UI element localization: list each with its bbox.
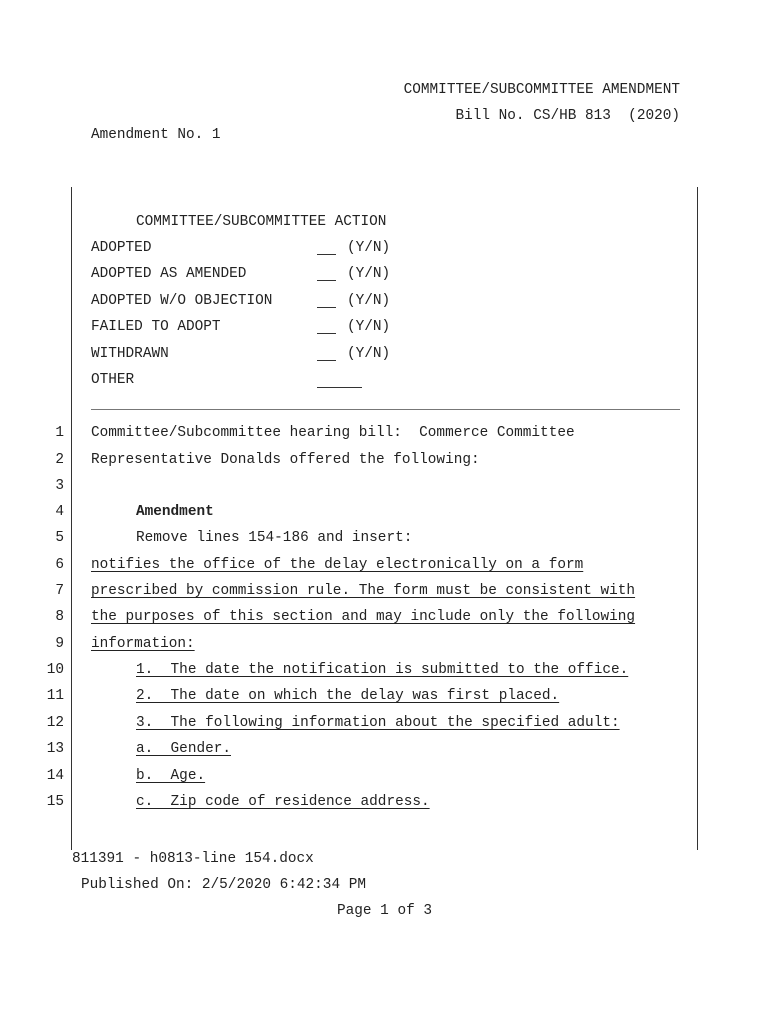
action-blank: [317, 360, 336, 361]
action-blank: [317, 280, 336, 281]
line-number: 1: [55, 425, 64, 441]
action-blank: [317, 307, 336, 308]
bill-number: Bill No. CS/HB 813 (2020): [455, 108, 680, 124]
line-text: Remove lines 154-186 and insert:: [136, 530, 413, 546]
line-number: 13: [46, 741, 64, 757]
line-number: 9: [55, 636, 64, 652]
line-text: Committee/Subcommittee hearing bill: Commerce Committee: [91, 425, 575, 441]
inserted-text: information:: [91, 636, 195, 652]
line-number: 8: [55, 609, 64, 625]
line-number: 5: [55, 530, 64, 546]
inserted-text: a. Gender.: [136, 741, 231, 757]
action-row-mark: (Y/N): [347, 240, 391, 256]
action-row-label: ADOPTED: [91, 240, 152, 256]
inserted-text: the purposes of this section and may include only the following: [91, 609, 636, 625]
inserted-text: 2. The date on which the delay was first placed.: [136, 688, 560, 704]
left-margin-rule: [71, 187, 72, 850]
amendment-number: Amendment No. 1: [91, 127, 221, 143]
line-number: 14: [46, 768, 64, 784]
action-row-label: WITHDRAWN: [91, 346, 169, 362]
action-blank: [317, 387, 362, 388]
footer-published: Published On: 2/5/2020 6:42:34 PM: [81, 877, 366, 893]
line-number: 2: [55, 452, 64, 468]
action-blank: [317, 254, 336, 255]
inserted-text: 1. The date the notification is submitted to the office.: [136, 662, 629, 678]
page-number: Page 1 of 3: [337, 903, 432, 919]
line-number: 11: [46, 688, 64, 704]
inserted-text: c. Zip code of residence address.: [136, 794, 430, 810]
line-number: 4: [55, 504, 64, 520]
amendment-heading: Amendment: [136, 504, 214, 520]
action-row-mark: (Y/N): [347, 319, 391, 335]
action-blank: [317, 333, 336, 334]
line-number: 6: [55, 557, 64, 573]
footer-file-name: 811391 - h0813-line 154.docx: [72, 851, 314, 867]
line-number: 15: [46, 794, 64, 810]
line-number: 10: [46, 662, 64, 678]
inserted-text: prescribed by commission rule. The form must be consistent with: [91, 583, 636, 599]
line-number: 7: [55, 583, 64, 599]
action-row-label: ADOPTED AS AMENDED: [91, 266, 247, 282]
inserted-text: 3. The following information about the specified adult:: [136, 715, 620, 731]
action-row-mark: (Y/N): [347, 346, 391, 362]
section-divider: [91, 409, 680, 410]
line-number: 12: [46, 715, 64, 731]
action-row-mark: (Y/N): [347, 266, 391, 282]
right-margin-rule: [697, 187, 698, 850]
action-row-label: FAILED TO ADOPT: [91, 319, 221, 335]
action-heading: COMMITTEE/SUBCOMMITTEE ACTION: [136, 214, 387, 230]
action-row-mark: (Y/N): [347, 293, 391, 309]
line-number: 3: [55, 478, 64, 494]
line-text: Representative Donalds offered the following:: [91, 452, 480, 468]
inserted-text: b. Age.: [136, 768, 206, 784]
action-row-label: OTHER: [91, 372, 135, 388]
amendment-title: COMMITTEE/SUBCOMMITTEE AMENDMENT: [403, 82, 680, 98]
action-row-label: ADOPTED W/O OBJECTION: [91, 293, 273, 309]
inserted-text: notifies the office of the delay electronically on a form: [91, 557, 584, 573]
